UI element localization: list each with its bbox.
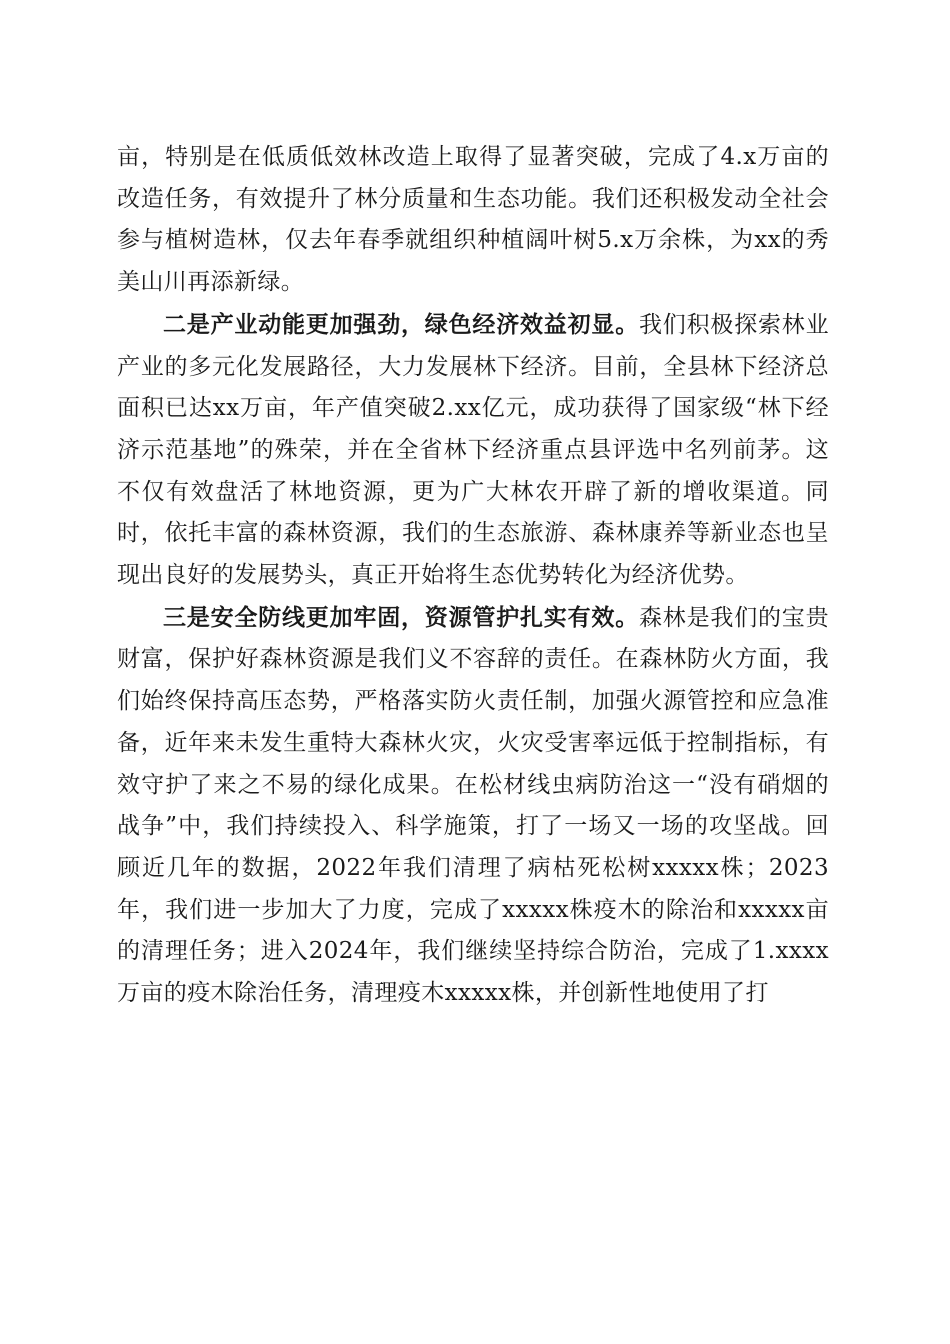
paragraph-safety <box>117 597 829 1015</box>
paragraph-text: 我们积极探索林业产业的多元化发展路径，大力发展林下经济。目前，全县林下经济总面积已达xx万亩，年产值突破2.xx亿元，成功获得了国家级“林下经济示范基地”的殊荣，并在全省林下经济重点县评选中名列前茅。这不仅有效盘活了林地资源，更为广大林农开辟了新的增收渠道。同时，依托丰富的森林资源，我们的生态旅游、森林康养等新业态也呈现出良好的发展势头，真正开始将生态优势转化为经济优势。 <box>117 311 829 589</box>
paragraph-industry <box>117 304 829 597</box>
paragraph-text: 亩，特别是在低质低效林改造上取得了显著突破，完成了4.x万亩的改造任务，有效提升了林分质量和生态功能。我们还积极发动全社会参与植树造林，仅去年春季就组织种植阔叶树5.x万余株，为xx的秀美山川再添新绿。 <box>117 144 829 296</box>
paragraph-text: 森林是我们的宝贵财富，保护好森林资源是我们义不容辞的责任。在森林防火方面，我们始终保持高压态势，严格落实防火责任制，加强火源管控和应急准备，近年来未发生重特大森林火灾，火灾受害率远低于控制指标，有效守护了来之不易的绿化成果。在松材线虫病防治这一“没有硝烟的战争”中，我们持续投入、科学施策，打了一场又一场的攻坚战。回顾近几年的数据，2022年我们清理了病枯死松树xxxxx株；2023年，我们进一步加大了力度，完成了xxxxx株疫木的除治和xxxxx亩的清理任务；进入2024年，我们继续坚持综合防治，完成了1.xxxx万亩的疫木除治任务，清理疫木xxxxx株，并创新性地使用了打 <box>117 604 829 1007</box>
document-body <box>117 137 829 1015</box>
paragraph-lead-sentence: 二是产业动能更加强劲，绿色经济效益初显。 <box>163 310 639 338</box>
paragraph-continuation <box>117 137 829 304</box>
paragraph-lead-sentence: 三是安全防线更加牢固，资源管护扎实有效。 <box>163 603 639 631</box>
